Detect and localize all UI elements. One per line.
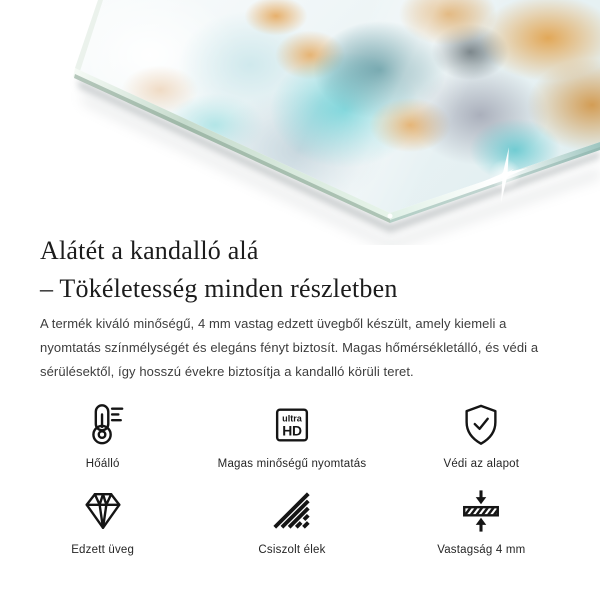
page-title-line1: Alátét a kandalló alá — [40, 236, 259, 265]
shield-check-icon — [458, 400, 504, 450]
thickness-icon — [458, 486, 504, 536]
ultra-hd-icon-text-top: ultra — [282, 413, 302, 424]
feature-label: Védi az alapot — [443, 458, 520, 470]
feature-tempered-glass — [8, 482, 197, 560]
feature-thickness — [387, 482, 576, 560]
diamond-icon — [80, 486, 126, 536]
hero-product-photo — [0, 0, 600, 245]
feature-polished-edges — [197, 482, 386, 560]
feature-label: Vastagság 4 mm — [437, 544, 526, 556]
ultra-hd-icon — [269, 400, 315, 450]
feature-label: Magas minőségű nyomtatás — [217, 458, 367, 470]
feature-label: Edzett üveg — [71, 544, 135, 556]
page-title-line2: – Tökéletesség minden részletben — [40, 274, 398, 303]
features-grid — [8, 396, 576, 560]
product-description: A termék kiváló minőségű, 4 mm vastag edzett üvegből készült, amely kiemeli a nyomtatás színmélységét és elegáns fényt biztosít. Magas hőmérsékletálló, és védi a sérülésektől, így hosszú évekre biztosítja a kandalló körüli teret. — [40, 316, 539, 379]
polished-edges-icon — [269, 486, 315, 536]
feature-label: Hőálló — [85, 458, 120, 470]
thermometer-icon — [80, 400, 126, 450]
glass-panel-artwork — [0, 0, 600, 232]
ultra-hd-icon-text-bottom: HD — [282, 422, 302, 439]
feature-heat-resistant — [8, 396, 197, 474]
page-title — [40, 232, 398, 308]
feature-print-quality — [197, 396, 386, 474]
feature-protects-base — [387, 396, 576, 474]
feature-label: Csiszolt élek — [258, 544, 326, 556]
